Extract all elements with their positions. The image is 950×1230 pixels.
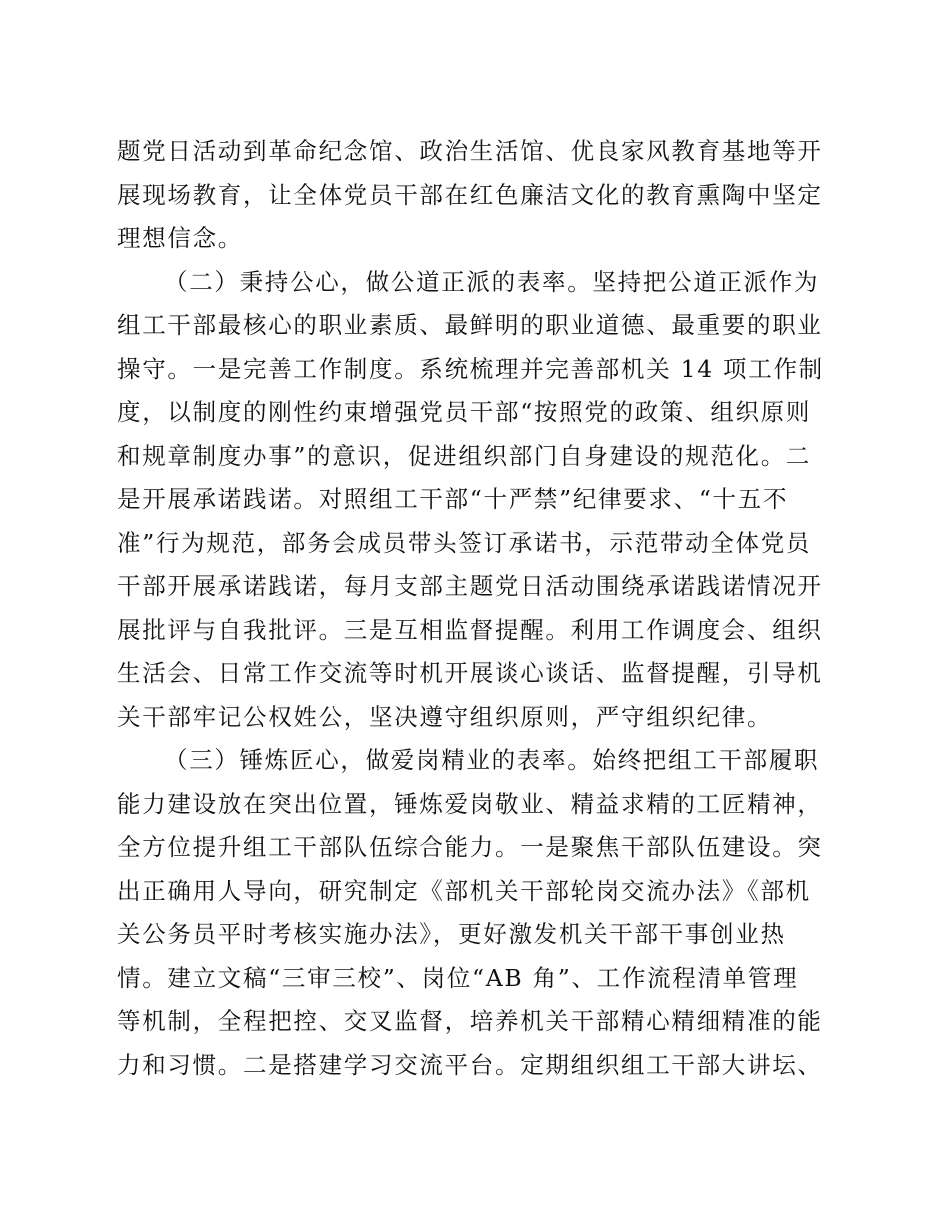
text-line: 情。建立文稿“三审三校”、岗位“AB 角”、工作流程清单管理 <box>117 963 799 992</box>
text-line: 关公务员平时考核实施办法》，更好激发机关干部干事创业热 <box>117 920 786 948</box>
text-line: 全方位提升组工干部队伍综合能力。一是聚焦干部队伍建设。突 <box>117 833 823 861</box>
text-line: 准”行为规范，部务会成员带头签订承诺书，示范带动全体党员 <box>117 528 812 557</box>
section-heading-line: （三）锤炼匠心，做爱岗精业的表率。始终把组工干部履职 <box>164 746 820 774</box>
text-line: 展批评与自我批评。三是互相监督提醒。利用工作调度会、组织 <box>117 615 823 644</box>
text-line: 展现场教育，让全体党员干部在红色廉洁文化的教育熏陶中坚定 <box>117 180 823 209</box>
text-line: 力和习惯。二是搭建学习交流平台。定期组织组工干部大讲坛、 <box>117 1050 823 1079</box>
text-line: 能力建设放在突出位置，锤炼爱岗敬业、精益求精的工匠精神， <box>117 789 823 818</box>
text-line: 题党日活动到革命纪念馆、政治生活馆、优良家风教育基地等开 <box>117 137 823 165</box>
text-line: 理想信念。 <box>117 224 243 252</box>
text-line: 是开展承诺践诺。对照组工干部“十严禁”纪律要求、“十五不 <box>117 485 789 513</box>
text-line: 干部开展承诺践诺，每月支部主题党日活动围绕承诺践诺情况开 <box>117 572 823 600</box>
text-line: 组工干部最核心的职业素质、最鲜明的职业道德、最重要的职业 <box>117 311 823 339</box>
body-text <box>117 130 824 1087</box>
section-heading-line: （二）秉持公心，做公道正派的表率。坚持把公道正派作为 <box>164 267 820 296</box>
text-line: 等机制，全程把控、交叉监督，培养机关干部精心精细精准的能 <box>117 1007 823 1035</box>
text-line: 和规章制度办事”的意识，促进组织部门自身建设的规范化。二 <box>117 441 812 470</box>
text-line: 操守。一是完善工作制度。系统梳理并完善部机关 14 项工作制 <box>117 354 824 383</box>
text-line: 出正确用人导向，研究制定《部机关干部轮岗交流办法》《部机 <box>117 876 811 905</box>
text-line: 生活会、日常工作交流等时机开展谈心谈话、监督提醒，引导机 <box>117 659 823 687</box>
text-line: 关干部牢记公权姓公，坚决遵守组织原则，严守组织纪律。 <box>117 702 773 731</box>
text-line: 度，以制度的刚性约束增强党员干部“按照党的政策、组织原则 <box>117 398 812 426</box>
